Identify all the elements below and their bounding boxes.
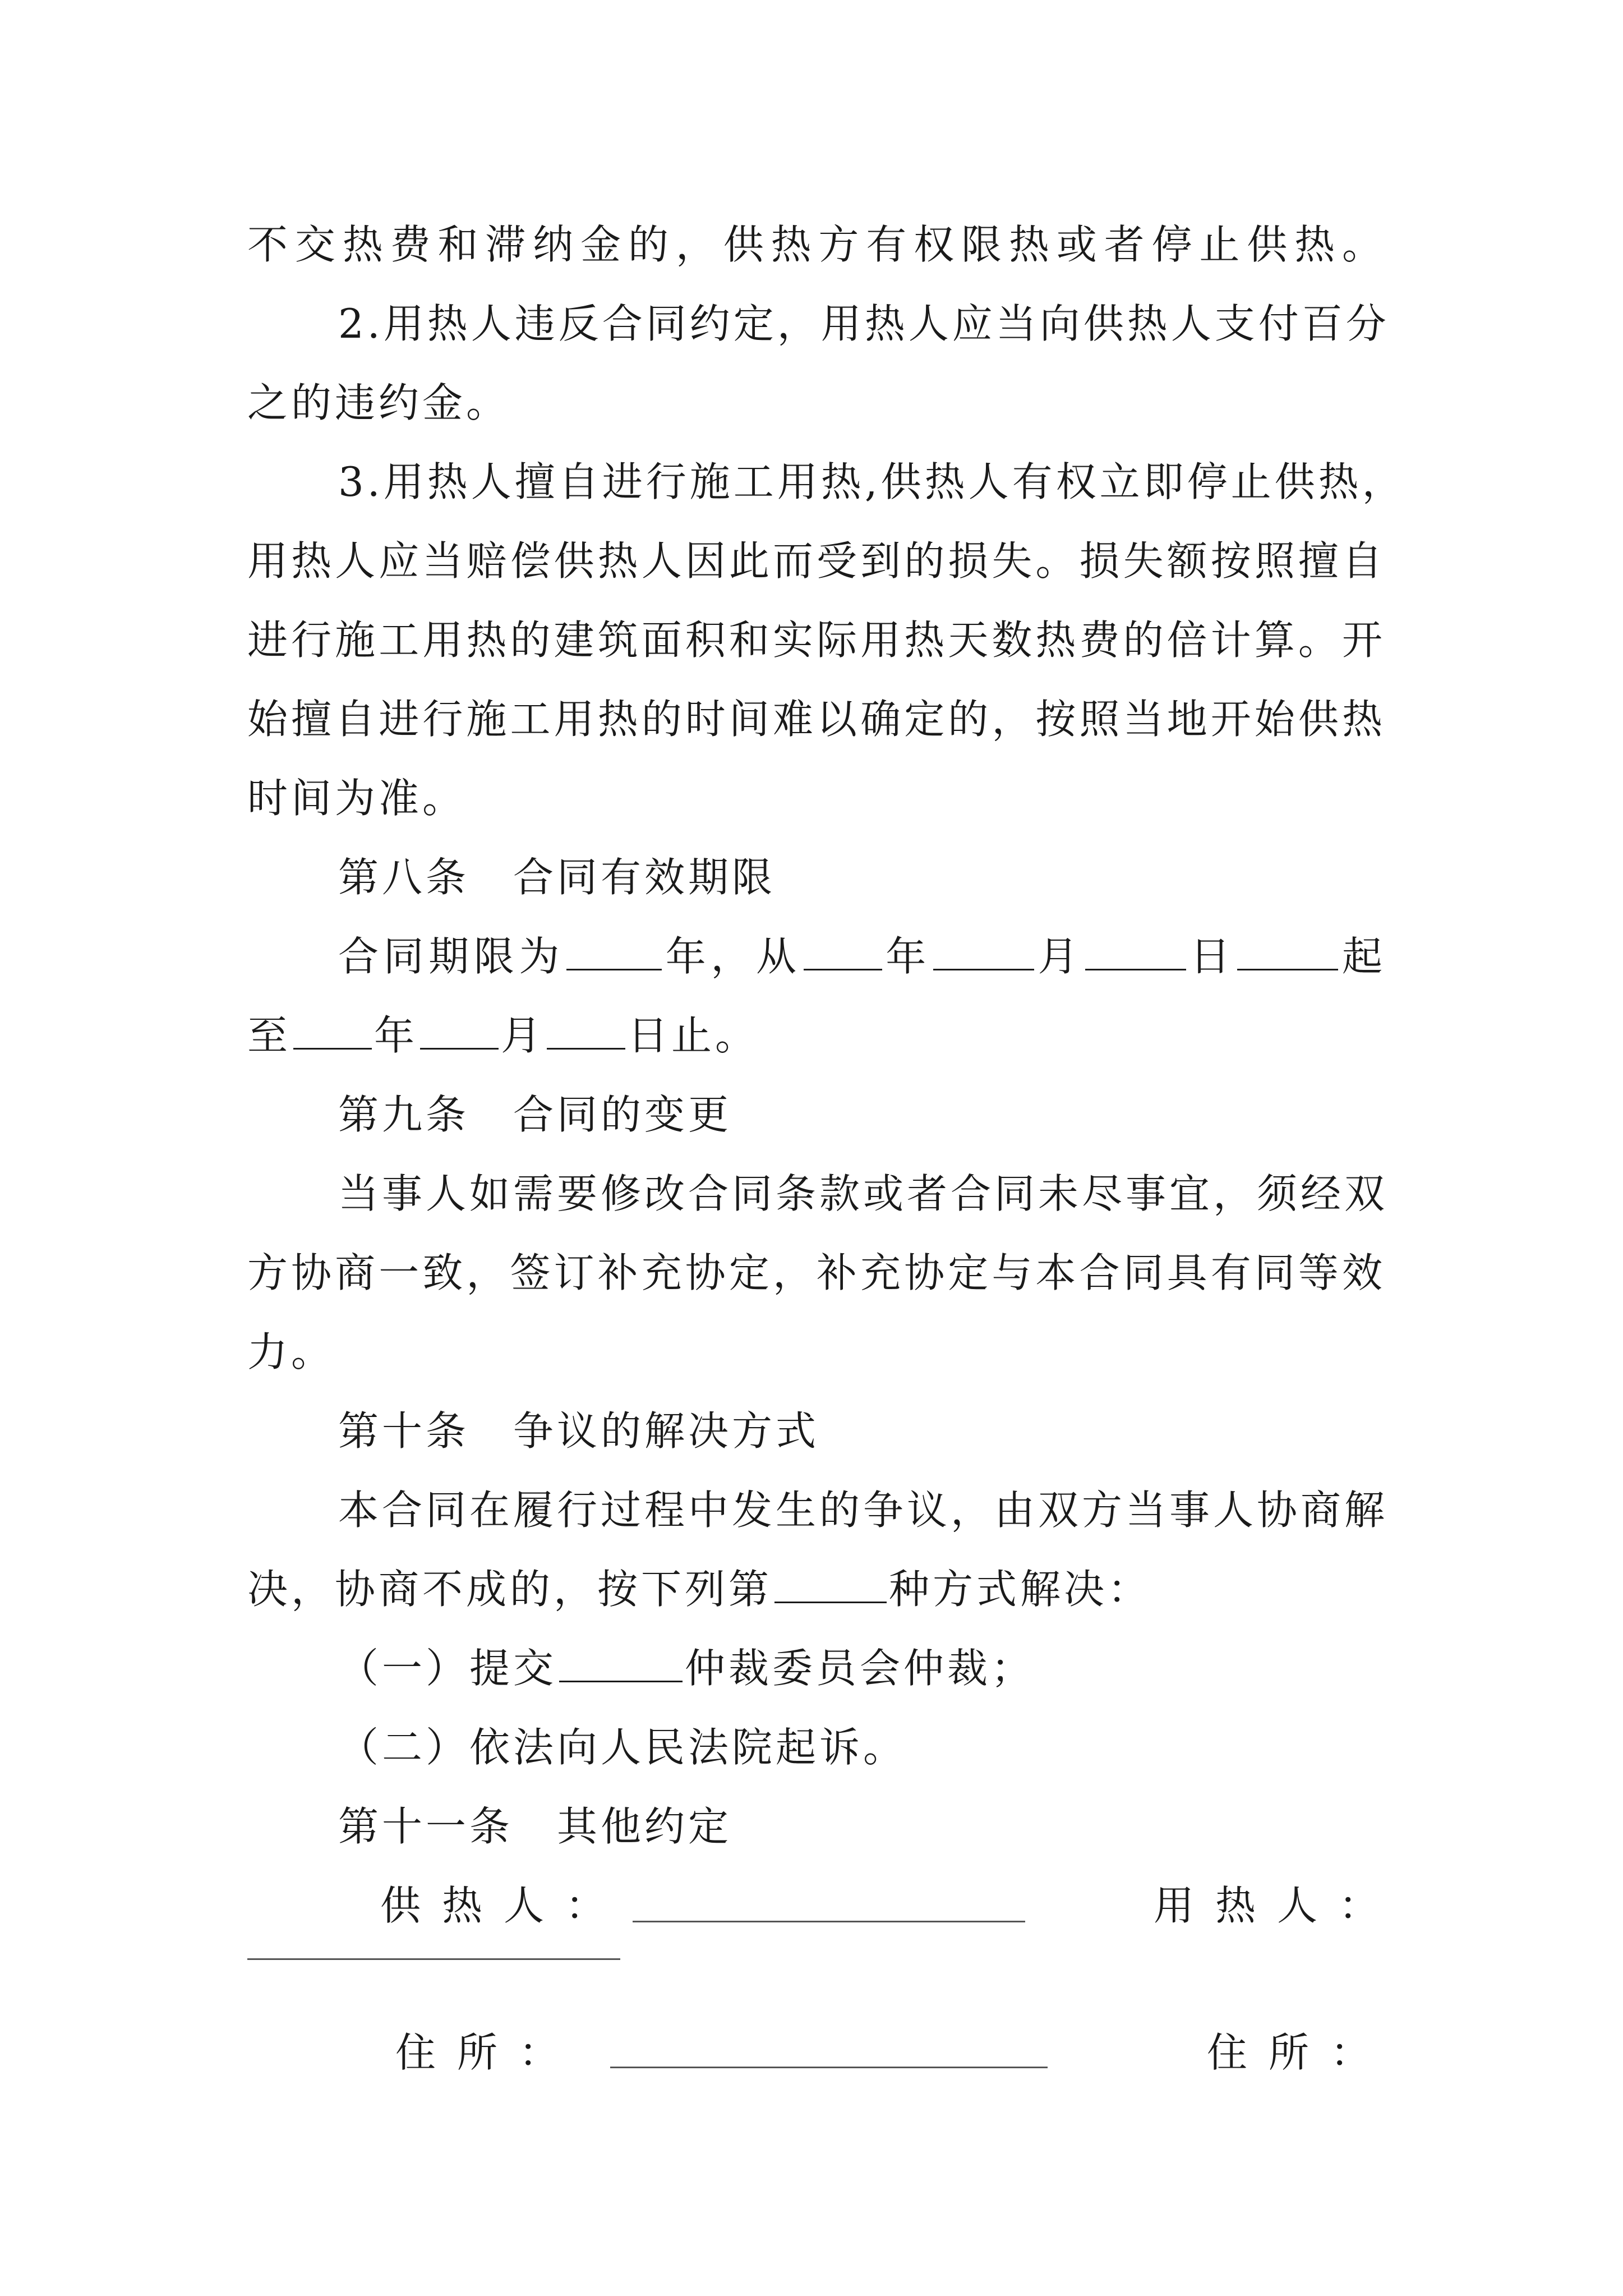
term-text: 年，从 bbox=[664, 933, 801, 980]
paragraph-line: 始擅自进行施工用热的时间难以确定的，按照当地开始供热 bbox=[247, 696, 1386, 743]
paragraph-line: 进行施工用热的建筑面积和实际用热天数热费的倍计算。开 bbox=[247, 616, 1386, 664]
fill-in-blank[interactable] bbox=[547, 1012, 625, 1050]
fill-in-blank[interactable] bbox=[933, 933, 1034, 970]
clause-text: 种方式解决： bbox=[889, 1566, 1152, 1613]
user-label: 用热人： bbox=[1154, 1882, 1401, 1929]
fill-in-blank[interactable] bbox=[804, 933, 882, 970]
paragraph-line: 2.用热人违反合同约定，用热人应当向供热人支付百分 bbox=[338, 300, 1390, 347]
dispute-method-line bbox=[247, 1550, 1386, 1628]
term-text: 日止。 bbox=[628, 1012, 759, 1059]
fill-in-blank[interactable] bbox=[559, 1645, 683, 1682]
paragraph-line: 本合同在履行过程中发生的争议，由双方当事人协商解 bbox=[338, 1487, 1389, 1534]
term-text: 月 bbox=[501, 1012, 545, 1059]
contract-term-line bbox=[338, 917, 1386, 996]
clause-text: 仲裁委员会仲裁； bbox=[685, 1645, 1035, 1692]
term-text: 至 bbox=[247, 1012, 292, 1059]
term-text: 合同期限为 bbox=[338, 933, 565, 980]
term-text: 月 bbox=[1036, 933, 1083, 980]
option-2-line: （二）依法向人民法院起诉。 bbox=[338, 1724, 907, 1771]
paragraph-line: 不交热费和滞纳金的，供热方有权限热或者停止供热。 bbox=[247, 221, 1386, 268]
article-10-heading: 第十条 争议的解决方式 bbox=[338, 1407, 820, 1455]
term-text: 年 bbox=[884, 933, 931, 980]
article-11-heading: 第十一条 其他约定 bbox=[338, 1803, 732, 1850]
fill-in-blank[interactable] bbox=[293, 1012, 372, 1050]
paragraph-line: 之的违约金。 bbox=[247, 379, 510, 426]
option-1-line bbox=[338, 1629, 1386, 1708]
paragraph-line: 方协商一致，签订补充协定，补充协定与本合同具有同等效 bbox=[247, 1249, 1386, 1296]
supplier-label: 供热人： bbox=[380, 1882, 628, 1929]
paragraph-line: 时间为准。 bbox=[247, 775, 467, 822]
fill-in-blank[interactable] bbox=[566, 933, 662, 970]
supplier-address-label: 住所： bbox=[395, 2029, 581, 2076]
clause-text: 决，协商不成的，按下列第 bbox=[247, 1566, 773, 1613]
paragraph-line: 力。 bbox=[247, 1328, 335, 1375]
paragraph-line: 3.用热人擅自进行施工用热,供热人有权立即停止供热， bbox=[338, 458, 1406, 505]
fill-in-blank[interactable] bbox=[420, 1012, 499, 1050]
fill-in-blank[interactable] bbox=[1237, 933, 1338, 970]
term-text: 起 bbox=[1340, 933, 1386, 980]
clause-text: （一）提交 bbox=[338, 1645, 557, 1692]
user-signature-line[interactable] bbox=[247, 1958, 620, 1960]
supplier-signature-line[interactable] bbox=[633, 1921, 1025, 1922]
term-text: 年 bbox=[374, 1012, 418, 1059]
term-text: 日 bbox=[1188, 933, 1235, 980]
contract-term-line bbox=[247, 996, 1386, 1075]
fill-in-blank[interactable] bbox=[774, 1566, 887, 1603]
fill-in-blank[interactable] bbox=[1085, 933, 1186, 970]
article-9-heading: 第九条 合同的变更 bbox=[338, 1091, 732, 1138]
user-address-label: 住所： bbox=[1207, 2029, 1393, 2076]
paragraph-line: 当事人如需要修改合同条款或者合同未尽事宜，须经双 bbox=[338, 1170, 1389, 1217]
supplier-address-line[interactable] bbox=[610, 2067, 1048, 2068]
paragraph-line: 用热人应当赔偿供热人因此而受到的损失。损失额按照擅自 bbox=[247, 537, 1386, 585]
article-8-heading: 第八条 合同有效期限 bbox=[338, 854, 776, 901]
